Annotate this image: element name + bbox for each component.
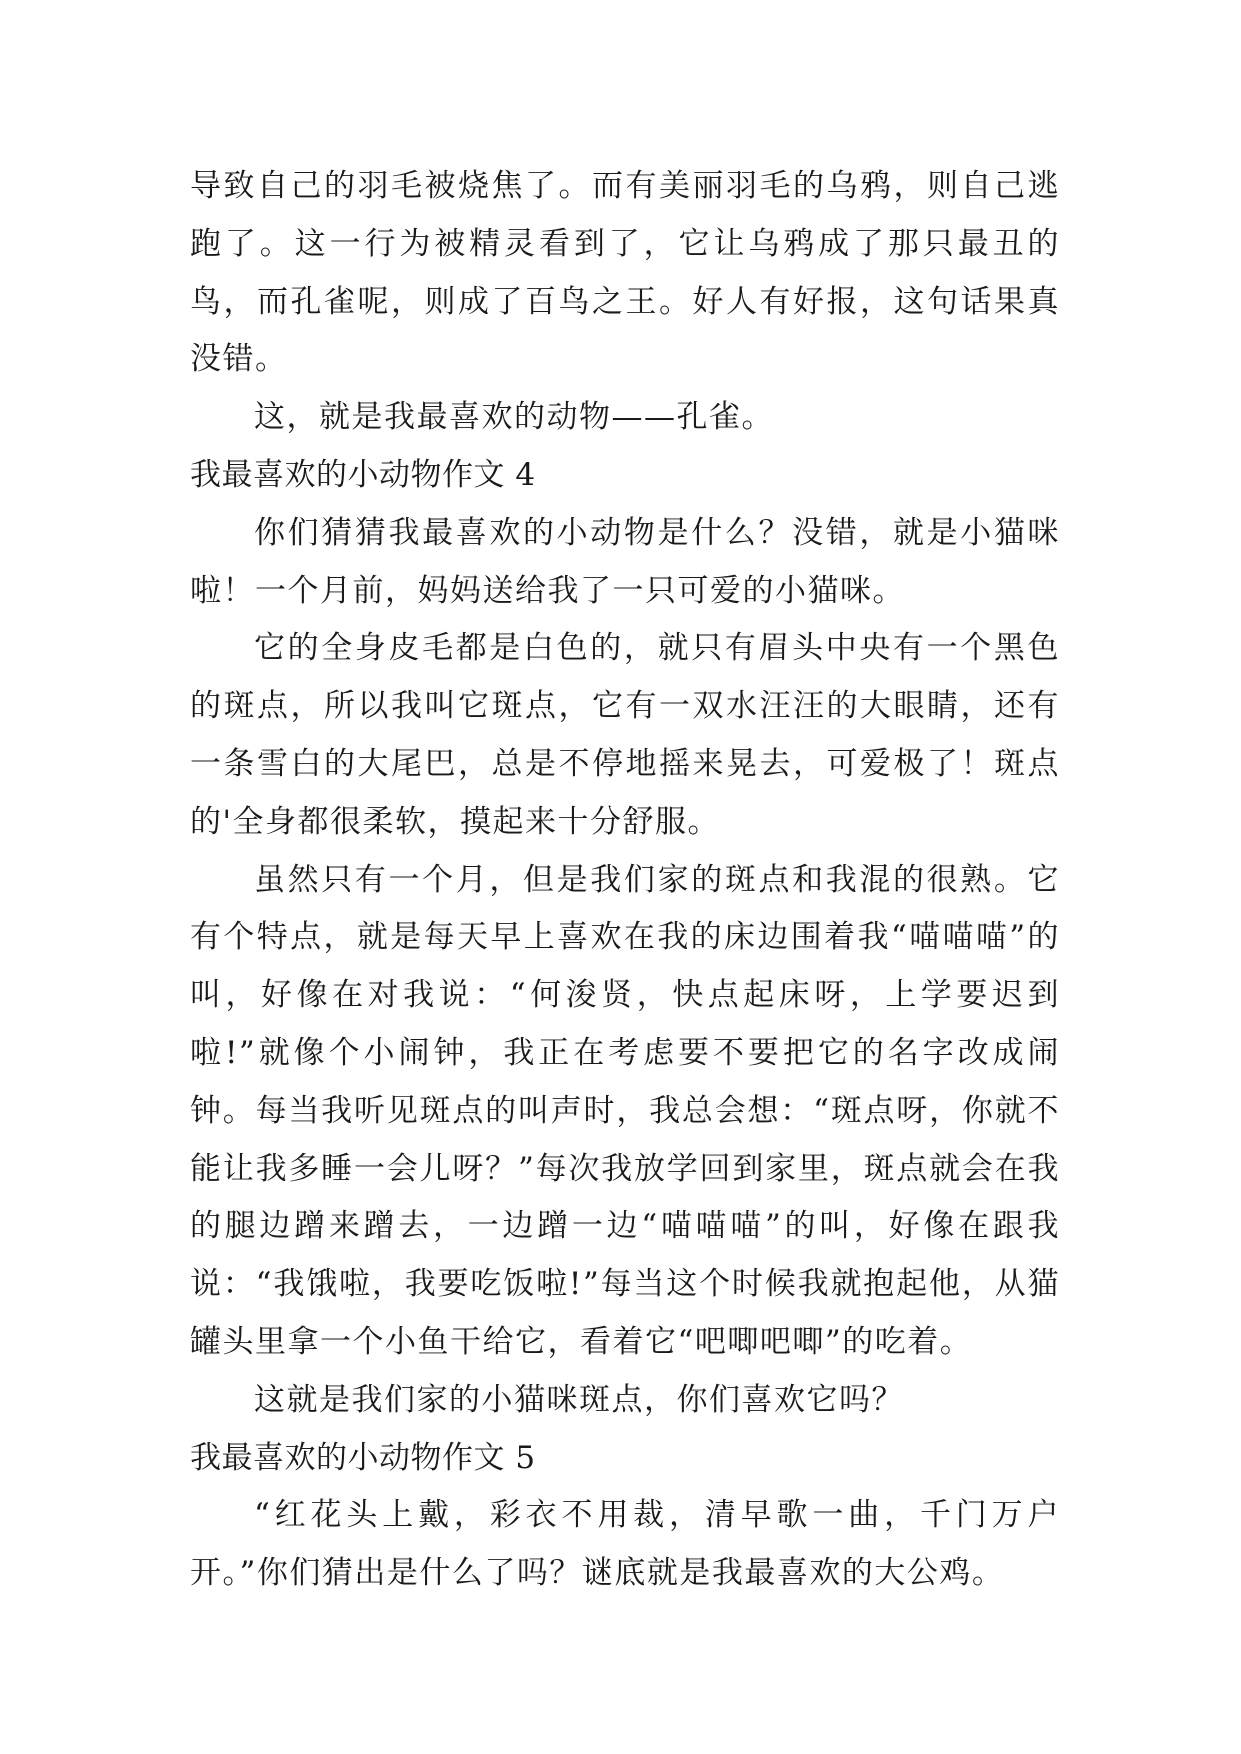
paragraph-peacock-ending: 导致自己的羽毛被烧焦了。而有美丽羽毛的乌鸦，则自己逃跑了。这一行为被精灵看到了，它让乌鸦成了那只最丑的鸟，而孔雀呢，则成了百鸟之王。好人有好报，这句话果真没错。	[190, 168, 1060, 378]
paragraph-cat-habits: 虽然只有一个月，但是我们家的斑点和我混的很熟。它有个特点，就是每天早上喜欢在我的床边围着我“喵喵喵”的叫，好像在对我说：“何浚贤，快点起床呀，上学要迟到啦!”就像个小闹钟，我正在考虑要不要把它的名字改成闹钟。每当我听见斑点的叫声时，我总会想：“斑点呀，你就不能让我多睡一会儿呀？”每次我放学回到家里，斑点就会在我的腿边蹭来蹭去，一边蹭一边“喵喵喵”的叫，好像在跟我说：“我饿啦，我要吃饭啦!”每当这个时候我就抱起他，从猫罐头里拿一个小鱼干给它，看着它“吧唧吧唧”的吃着。	[190, 861, 1060, 1360]
paragraph-cat-intro: 你们猜猜我最喜欢的小动物是什么？没错，就是小猫咪啦！一个月前，妈妈送给我了一只可爱的小猫咪。	[190, 514, 1060, 609]
paragraph-rooster-riddle: “红花头上戴，彩衣不用裁，清早歌一曲，千门万户开。”你们猜出是什么了吗？谜底就是我最喜欢的大公鸡。	[190, 1497, 1060, 1592]
document-page	[190, 158, 1060, 1603]
paragraph-cat-appearance: 它的全身皮毛都是白色的，就只有眉头中央有一个黑色的斑点，所以我叫它斑点，它有一双水汪汪的大眼睛，还有一条雪白的大尾巴，总是不停地摇来晃去，可爱极了！斑点的'全身都很柔软，摸起来十分舒服。	[190, 630, 1060, 840]
essay-heading-4: 我最喜欢的小动物作文 4	[190, 456, 536, 493]
paragraph-peacock-conclusion: 这，就是我最喜欢的动物——孔雀。	[254, 399, 774, 436]
essay-heading-5: 我最喜欢的小动物作文 5	[190, 1439, 536, 1476]
paragraph-cat-conclusion: 这就是我们家的小猫咪斑点，你们喜欢它吗？	[254, 1381, 904, 1418]
